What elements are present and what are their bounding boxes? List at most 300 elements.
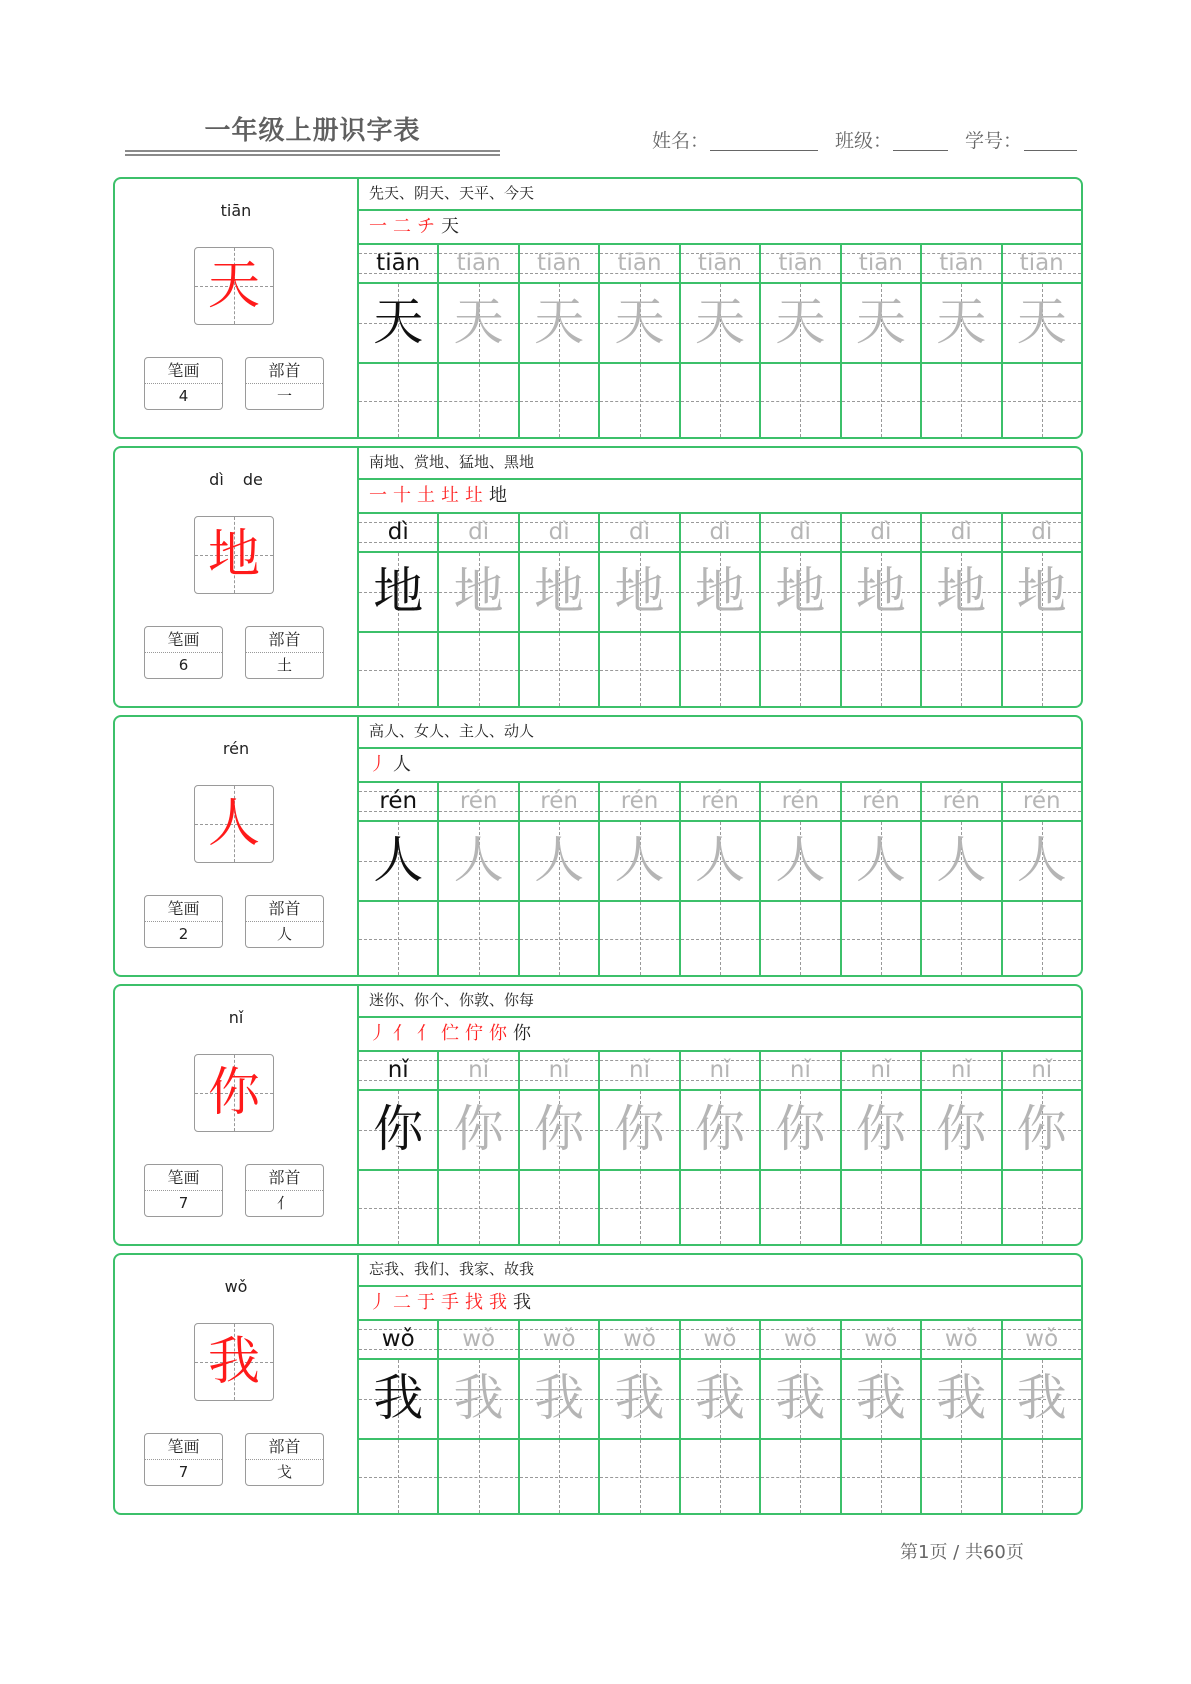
blank-practice-cell[interactable] (600, 1171, 678, 1244)
char-trace: 天 (775, 293, 826, 351)
pinyin-practice-cell[interactable] (439, 514, 517, 553)
pinyin-trace: dì (468, 519, 490, 545)
practice-column (520, 245, 600, 437)
pinyin-practice-cell[interactable] (600, 1052, 678, 1091)
char-practice-cell[interactable] (842, 822, 920, 902)
blank-practice-cell[interactable] (1003, 1440, 1081, 1513)
pinyin-practice-cell[interactable] (520, 514, 598, 553)
char-practice-cell[interactable] (1003, 1360, 1081, 1440)
char-trace: 你 (775, 1100, 826, 1158)
char-practice-cell[interactable] (359, 1360, 437, 1440)
character-pinyin: tiān (220, 201, 252, 220)
char-practice-cell[interactable] (681, 284, 759, 364)
blank-practice-cell[interactable] (439, 633, 517, 706)
char-practice-cell[interactable] (1003, 284, 1081, 364)
char-practice-cell[interactable] (761, 1360, 839, 1440)
pinyin-trace: wǒ (623, 1326, 656, 1352)
char-practice-cell[interactable] (681, 822, 759, 902)
blank-practice-cell[interactable] (600, 633, 678, 706)
practice-column (761, 245, 841, 437)
char-practice-cell[interactable] (761, 553, 839, 633)
char-practice-cell[interactable] (922, 1091, 1000, 1171)
char-trace: 地 (534, 562, 585, 620)
char-trace: 地 (775, 562, 826, 620)
pinyin-trace: tiān (537, 250, 582, 276)
practice-column (922, 245, 1002, 437)
stroke-order-row (359, 211, 1081, 245)
stroke-step: 圵 (441, 485, 465, 506)
pinyin-practice-cell[interactable] (520, 1321, 598, 1360)
char-practice-cell[interactable] (359, 822, 437, 902)
example-words: 高人、女人、主人、动人 (359, 717, 1081, 749)
character-pinyin: nǐ (228, 1008, 244, 1027)
blank-practice-cell[interactable] (1003, 902, 1081, 975)
blank-practice-cell[interactable] (842, 1440, 920, 1513)
blank-practice-cell[interactable] (359, 633, 437, 706)
example-words: 迷你、你个、你敦、你每 (359, 986, 1081, 1018)
pinyin-trace: tiān (939, 250, 984, 276)
character-box (194, 785, 274, 863)
pinyin-practice-cell[interactable] (761, 783, 839, 822)
practice-column (842, 514, 922, 706)
class-field[interactable] (893, 150, 948, 151)
char-practice-cell[interactable] (520, 553, 598, 633)
pinyin-trace: nǐ (548, 1057, 570, 1083)
pinyin-practice-cell[interactable] (600, 514, 678, 553)
char-practice-cell[interactable] (439, 822, 517, 902)
pinyin-practice-cell[interactable] (842, 514, 920, 553)
pinyin-practice-cell[interactable] (681, 245, 759, 284)
char-trace: 天 (534, 293, 585, 351)
practice-column (761, 783, 841, 975)
blank-practice-cell[interactable] (520, 902, 598, 975)
pinyin-trace: tiān (617, 250, 662, 276)
pinyin-practice-cell[interactable] (600, 783, 678, 822)
char-practice-cell[interactable] (922, 822, 1000, 902)
pinyin-practice-cell[interactable] (922, 245, 1000, 284)
practice-column (761, 1052, 841, 1244)
practice-panel (357, 179, 1081, 437)
practice-column (681, 514, 761, 706)
practice-column (520, 514, 600, 706)
practice-column (681, 783, 761, 975)
blank-practice-cell[interactable] (520, 633, 598, 706)
pinyin-model: dì (387, 519, 409, 545)
stroke-step: 人 (393, 754, 417, 775)
pinyin-trace: nǐ (870, 1057, 892, 1083)
char-trace: 天 (614, 293, 665, 351)
practice-column (439, 1321, 519, 1513)
practice-grid (359, 1321, 1081, 1513)
practice-panel (357, 448, 1081, 706)
char-practice-cell[interactable] (439, 1091, 517, 1171)
char-practice-cell[interactable] (359, 553, 437, 633)
radical-label: 部首 (246, 358, 323, 384)
blank-practice-cell[interactable] (1003, 633, 1081, 706)
pinyin-practice-cell[interactable] (761, 514, 839, 553)
stroke-count-value: 6 (178, 656, 189, 674)
pinyin-trace: nǐ (468, 1057, 490, 1083)
pinyin-practice-cell[interactable] (922, 1321, 1000, 1360)
pinyin-practice-cell[interactable] (922, 783, 1000, 822)
pinyin-practice-cell[interactable] (359, 1052, 437, 1091)
pinyin-practice-cell[interactable] (439, 783, 517, 822)
pinyin-trace: dì (629, 519, 651, 545)
pinyin-practice-cell[interactable] (842, 1321, 920, 1360)
radical-value: 一 (276, 387, 292, 405)
pinyin-practice-cell[interactable] (842, 783, 920, 822)
stroke-step: 圵 (465, 485, 489, 506)
character-box (194, 516, 274, 594)
blank-practice-cell[interactable] (681, 364, 759, 437)
character-info-panel (115, 448, 357, 706)
pinyin-trace: dì (870, 519, 892, 545)
blank-practice-cell[interactable] (922, 1171, 1000, 1244)
pinyin-practice-cell[interactable] (520, 783, 598, 822)
blank-practice-cell[interactable] (681, 633, 759, 706)
blank-practice-cell[interactable] (842, 364, 920, 437)
pinyin-practice-cell[interactable] (761, 1321, 839, 1360)
char-practice-cell[interactable] (439, 1360, 517, 1440)
char-practice-cell[interactable] (681, 1091, 759, 1171)
practice-column (922, 1321, 1002, 1513)
pinyin-practice-cell[interactable] (520, 245, 598, 284)
practice-column (842, 1321, 922, 1513)
blank-practice-cell[interactable] (359, 902, 437, 975)
stroke-step: 一 (369, 485, 393, 506)
char-trace: 天 (453, 293, 504, 351)
pinyin-practice-cell[interactable] (842, 1052, 920, 1091)
char-practice-cell[interactable] (600, 553, 678, 633)
char-practice-cell[interactable] (842, 1091, 920, 1171)
practice-column (1003, 1321, 1081, 1513)
pinyin-practice-cell[interactable] (761, 245, 839, 284)
blank-practice-cell[interactable] (842, 902, 920, 975)
pinyin-practice-cell[interactable] (1003, 783, 1081, 822)
char-trace: 我 (453, 1369, 504, 1427)
practice-column (922, 783, 1002, 975)
blank-practice-cell[interactable] (761, 1440, 839, 1513)
character-pinyin: dì de (209, 470, 263, 489)
name-field[interactable] (710, 150, 818, 151)
char-practice-cell[interactable] (761, 284, 839, 364)
radical-box (245, 357, 324, 410)
stroke-step: 我 (513, 1292, 537, 1313)
pinyin-practice-cell[interactable] (359, 245, 437, 284)
example-words: 南地、赏地、猛地、黑地 (359, 448, 1081, 480)
char-practice-cell[interactable] (1003, 822, 1081, 902)
stroke-step: 亻 (417, 1023, 441, 1044)
character-pinyin: wǒ (224, 1277, 248, 1296)
blank-practice-cell[interactable] (359, 364, 437, 437)
char-trace: 人 (534, 831, 585, 889)
char-practice-cell[interactable] (600, 284, 678, 364)
practice-column (842, 245, 922, 437)
char-practice-cell[interactable] (520, 1091, 598, 1171)
blank-practice-cell[interactable] (439, 1171, 517, 1244)
char-trace: 你 (694, 1100, 745, 1158)
character-glyph: 我 (207, 1332, 260, 1392)
blank-practice-cell[interactable] (761, 1171, 839, 1244)
blank-practice-cell[interactable] (600, 902, 678, 975)
character-info-panel (115, 179, 357, 437)
pinyin-practice-cell[interactable] (520, 1052, 598, 1091)
radical-box (245, 626, 324, 679)
char-model: 你 (373, 1100, 424, 1158)
practice-column (600, 514, 680, 706)
char-model: 天 (373, 293, 424, 351)
blank-practice-cell[interactable] (520, 1171, 598, 1244)
pinyin-trace: nǐ (629, 1057, 651, 1083)
pinyin-practice-cell[interactable] (439, 1052, 517, 1091)
pinyin-trace: dì (950, 519, 972, 545)
practice-column (359, 514, 439, 706)
pinyin-trace: dì (1031, 519, 1053, 545)
pinyin-trace: tiān (1019, 250, 1064, 276)
practice-panel (357, 717, 1081, 975)
blank-practice-cell[interactable] (1003, 364, 1081, 437)
blank-practice-cell[interactable] (761, 633, 839, 706)
blank-practice-cell[interactable] (681, 1440, 759, 1513)
practice-column (359, 1052, 439, 1244)
pinyin-practice-cell[interactable] (1003, 1321, 1081, 1360)
stroke-step: 十 (393, 485, 417, 506)
pinyin-practice-cell[interactable] (1003, 245, 1081, 284)
char-practice-cell[interactable] (842, 1360, 920, 1440)
char-practice-cell[interactable] (681, 553, 759, 633)
char-practice-cell[interactable] (681, 1360, 759, 1440)
blank-practice-cell[interactable] (359, 1440, 437, 1513)
blank-practice-cell[interactable] (439, 1440, 517, 1513)
pinyin-practice-cell[interactable] (922, 1052, 1000, 1091)
char-trace: 天 (855, 293, 906, 351)
stroke-step: 佇 (465, 1023, 489, 1044)
pinyin-model: wǒ (381, 1326, 415, 1352)
pinyin-practice-cell[interactable] (681, 1052, 759, 1091)
practice-column (359, 783, 439, 975)
radical-value: 亻 (276, 1194, 292, 1212)
practice-column (681, 1052, 761, 1244)
stroke-step: 找 (465, 1292, 489, 1313)
stroke-step: 你 (489, 1023, 513, 1044)
char-trace: 人 (614, 831, 665, 889)
practice-panel (357, 1255, 1081, 1513)
blank-practice-cell[interactable] (761, 364, 839, 437)
char-practice-cell[interactable] (600, 1091, 678, 1171)
character-glyph: 你 (207, 1063, 260, 1123)
radical-label: 部首 (246, 1434, 323, 1460)
char-trace: 人 (775, 831, 826, 889)
stroke-step: 亻 (393, 1023, 417, 1044)
char-practice-cell[interactable] (922, 284, 1000, 364)
character-card (113, 715, 1083, 977)
stroke-order-row (359, 1018, 1081, 1052)
pinyin-practice-cell[interactable] (439, 1321, 517, 1360)
char-trace: 地 (453, 562, 504, 620)
blank-practice-cell[interactable] (761, 902, 839, 975)
stroke-count-label: 笔画 (145, 358, 222, 384)
char-trace: 人 (694, 831, 745, 889)
character-box (194, 247, 274, 325)
page-number: 第1页 / 共60页 (900, 1542, 1024, 1563)
pinyin-practice-cell[interactable] (1003, 514, 1081, 553)
char-practice-cell[interactable] (520, 1360, 598, 1440)
blank-practice-cell[interactable] (922, 364, 1000, 437)
pinyin-trace: rén (620, 788, 659, 814)
pinyin-practice-cell[interactable] (1003, 1052, 1081, 1091)
stroke-count-label: 笔画 (145, 627, 222, 653)
char-practice-cell[interactable] (520, 284, 598, 364)
pinyin-model: nǐ (387, 1057, 409, 1083)
blank-practice-cell[interactable] (520, 364, 598, 437)
student-id-field[interactable] (1024, 150, 1077, 151)
char-trace: 人 (936, 831, 987, 889)
char-practice-cell[interactable] (842, 284, 920, 364)
blank-practice-cell[interactable] (842, 1171, 920, 1244)
char-trace: 我 (614, 1369, 665, 1427)
practice-column (1003, 1052, 1081, 1244)
character-info-panel (115, 986, 357, 1244)
practice-column (600, 783, 680, 975)
character-card (113, 984, 1083, 1246)
character-box (194, 1323, 274, 1401)
char-trace: 你 (1016, 1100, 1067, 1158)
pinyin-practice-cell[interactable] (600, 245, 678, 284)
blank-practice-cell[interactable] (439, 902, 517, 975)
stroke-step: 一 (369, 216, 393, 237)
pinyin-practice-cell[interactable] (681, 1321, 759, 1360)
stroke-step: 土 (417, 485, 441, 506)
char-trace: 地 (936, 562, 987, 620)
pinyin-practice-cell[interactable] (439, 245, 517, 284)
pinyin-practice-cell[interactable] (922, 514, 1000, 553)
character-card (113, 177, 1083, 439)
radical-label: 部首 (246, 627, 323, 653)
character-card (113, 446, 1083, 708)
radical-box (245, 1164, 324, 1217)
stroke-step: チ (417, 216, 441, 237)
practice-column (681, 1321, 761, 1513)
character-info-panel (115, 717, 357, 975)
pinyin-practice-cell[interactable] (359, 783, 437, 822)
practice-column (842, 1052, 922, 1244)
name-label: 姓名： (652, 130, 710, 152)
stroke-step: 你 (513, 1023, 537, 1044)
char-trace: 人 (1016, 831, 1067, 889)
char-trace: 我 (694, 1369, 745, 1427)
char-practice-cell[interactable] (842, 553, 920, 633)
char-practice-cell[interactable] (359, 1091, 437, 1171)
char-trace: 我 (534, 1369, 585, 1427)
stroke-step: 天 (441, 216, 465, 237)
radical-value: 人 (276, 925, 292, 943)
blank-practice-cell[interactable] (922, 633, 1000, 706)
pinyin-practice-cell[interactable] (681, 514, 759, 553)
blank-practice-cell[interactable] (600, 1440, 678, 1513)
char-model: 我 (373, 1369, 424, 1427)
blank-practice-cell[interactable] (681, 902, 759, 975)
practice-column (1003, 783, 1081, 975)
stroke-step: 丿 (369, 754, 393, 775)
blank-practice-cell[interactable] (842, 633, 920, 706)
stroke-count-box (144, 1164, 223, 1217)
char-practice-cell[interactable] (922, 553, 1000, 633)
practice-column (761, 1321, 841, 1513)
char-practice-cell[interactable] (359, 284, 437, 364)
blank-practice-cell[interactable] (922, 902, 1000, 975)
example-words: 先天、阴天、天平、今天 (359, 179, 1081, 211)
stroke-order-row (359, 749, 1081, 783)
character-glyph: 地 (207, 525, 260, 585)
char-practice-cell[interactable] (600, 1360, 678, 1440)
pinyin-practice-cell[interactable] (842, 245, 920, 284)
title-rule-top (125, 150, 500, 152)
blank-practice-cell[interactable] (520, 1440, 598, 1513)
blank-practice-cell[interactable] (359, 1171, 437, 1244)
pinyin-practice-cell[interactable] (681, 783, 759, 822)
char-practice-cell[interactable] (922, 1360, 1000, 1440)
pinyin-trace: rén (862, 788, 900, 814)
char-practice-cell[interactable] (439, 284, 517, 364)
char-trace: 我 (936, 1369, 987, 1427)
pinyin-practice-cell[interactable] (761, 1052, 839, 1091)
char-practice-cell[interactable] (1003, 553, 1081, 633)
pinyin-trace: wǒ (462, 1326, 496, 1352)
char-trace: 我 (855, 1369, 906, 1427)
char-trace: 天 (936, 293, 987, 351)
char-practice-cell[interactable] (600, 822, 678, 902)
char-practice-cell[interactable] (520, 822, 598, 902)
practice-grid (359, 514, 1081, 706)
stroke-step: 手 (441, 1292, 465, 1313)
pinyin-trace: rén (459, 788, 498, 814)
char-trace: 你 (453, 1100, 504, 1158)
stroke-step: 地 (489, 485, 513, 506)
char-trace: 地 (1016, 562, 1067, 620)
character-glyph: 天 (207, 256, 260, 316)
char-trace: 我 (775, 1369, 826, 1427)
stroke-count-box (144, 626, 223, 679)
pinyin-trace: tiān (778, 250, 823, 276)
blank-practice-cell[interactable] (922, 1440, 1000, 1513)
practice-column (439, 1052, 519, 1244)
blank-practice-cell[interactable] (439, 364, 517, 437)
pinyin-trace: wǒ (703, 1326, 737, 1352)
pinyin-practice-cell[interactable] (359, 1321, 437, 1360)
stroke-count-label: 笔画 (145, 1165, 222, 1191)
pinyin-trace: wǒ (864, 1326, 898, 1352)
stroke-count-value: 4 (178, 387, 189, 405)
char-trace: 地 (694, 562, 745, 620)
radical-box (245, 1433, 324, 1486)
blank-practice-cell[interactable] (1003, 1171, 1081, 1244)
pinyin-practice-cell[interactable] (359, 514, 437, 553)
char-model: 人 (373, 831, 424, 889)
char-practice-cell[interactable] (439, 553, 517, 633)
char-practice-cell[interactable] (761, 1091, 839, 1171)
blank-practice-cell[interactable] (600, 364, 678, 437)
practice-column (681, 245, 761, 437)
char-practice-cell[interactable] (761, 822, 839, 902)
practice-column (922, 1052, 1002, 1244)
practice-column (600, 1052, 680, 1244)
blank-practice-cell[interactable] (681, 1171, 759, 1244)
char-practice-cell[interactable] (1003, 1091, 1081, 1171)
pinyin-practice-cell[interactable] (600, 1321, 678, 1360)
stroke-step: 二 (393, 216, 417, 237)
practice-column (439, 514, 519, 706)
practice-column (600, 1321, 680, 1513)
